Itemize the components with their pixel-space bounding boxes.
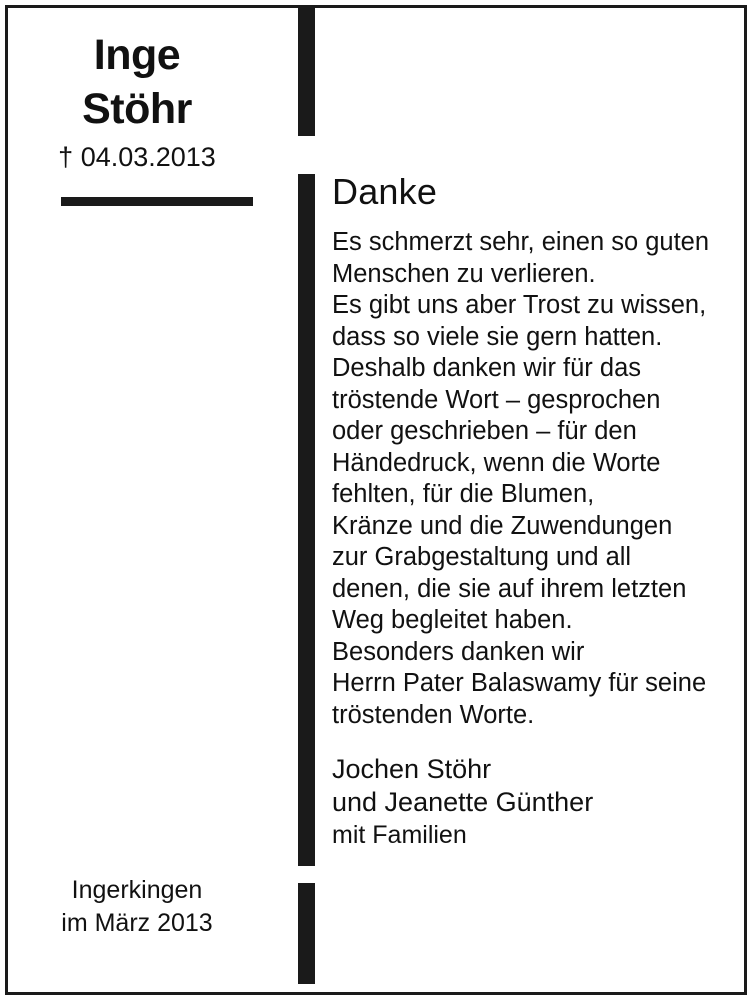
body-line: Es schmerzt sehr, einen so guten <box>332 228 710 256</box>
body-line: Weg begleitet haben. <box>332 606 573 634</box>
body-line: Menschen zu verlieren. <box>332 259 596 288</box>
body-line: Es gibt uns aber Trost zu wissen, <box>332 291 707 319</box>
deceased-last-name: Stöhr <box>82 85 192 133</box>
body-line: dass so viele sie gern hatten. <box>332 322 663 351</box>
body-line: Besonders danken wir <box>332 637 585 666</box>
body-line: fehlten, für die Blumen, <box>332 480 595 508</box>
body-line: zur Grabgestaltung und all <box>332 543 632 571</box>
thanks-body <box>332 227 742 731</box>
deceased-name <box>8 28 266 136</box>
place-line-2: im März 2013 <box>61 909 213 937</box>
body-line: Herrn Pater Balaswamy für seine <box>332 669 707 697</box>
thanks-heading: Danke <box>332 171 438 212</box>
left-column <box>8 8 293 992</box>
body-line: Kränze und die Zuwendungen <box>332 511 673 540</box>
body-line: Händedruck, wenn die Worte <box>332 448 661 477</box>
deceased-first-name: Inge <box>93 31 181 79</box>
family-note: mit Familien <box>332 821 467 849</box>
vertical-divider-gap-bottom <box>297 866 316 883</box>
vertical-divider-gap-top <box>297 136 316 174</box>
right-column <box>332 8 742 851</box>
body-line: tröstenden Worte. <box>332 700 535 729</box>
signer-line: und Jeanette Günther <box>332 787 594 817</box>
notice-content <box>8 8 744 992</box>
horizontal-rule <box>61 197 253 206</box>
place-and-date-block <box>8 874 266 940</box>
place-line-1: Ingerkingen <box>71 876 203 904</box>
signers <box>332 753 742 819</box>
deceased-death-date: † 04.03.2013 <box>58 142 216 172</box>
body-line: Deshalb danken wir für das <box>332 354 642 382</box>
body-line: denen, die sie auf ihrem letzten <box>332 574 687 603</box>
body-line: oder geschrieben – für den <box>332 417 637 445</box>
body-line: tröstende Wort – gesprochen <box>332 385 661 414</box>
signer-line: Jochen Stöhr <box>332 754 492 784</box>
